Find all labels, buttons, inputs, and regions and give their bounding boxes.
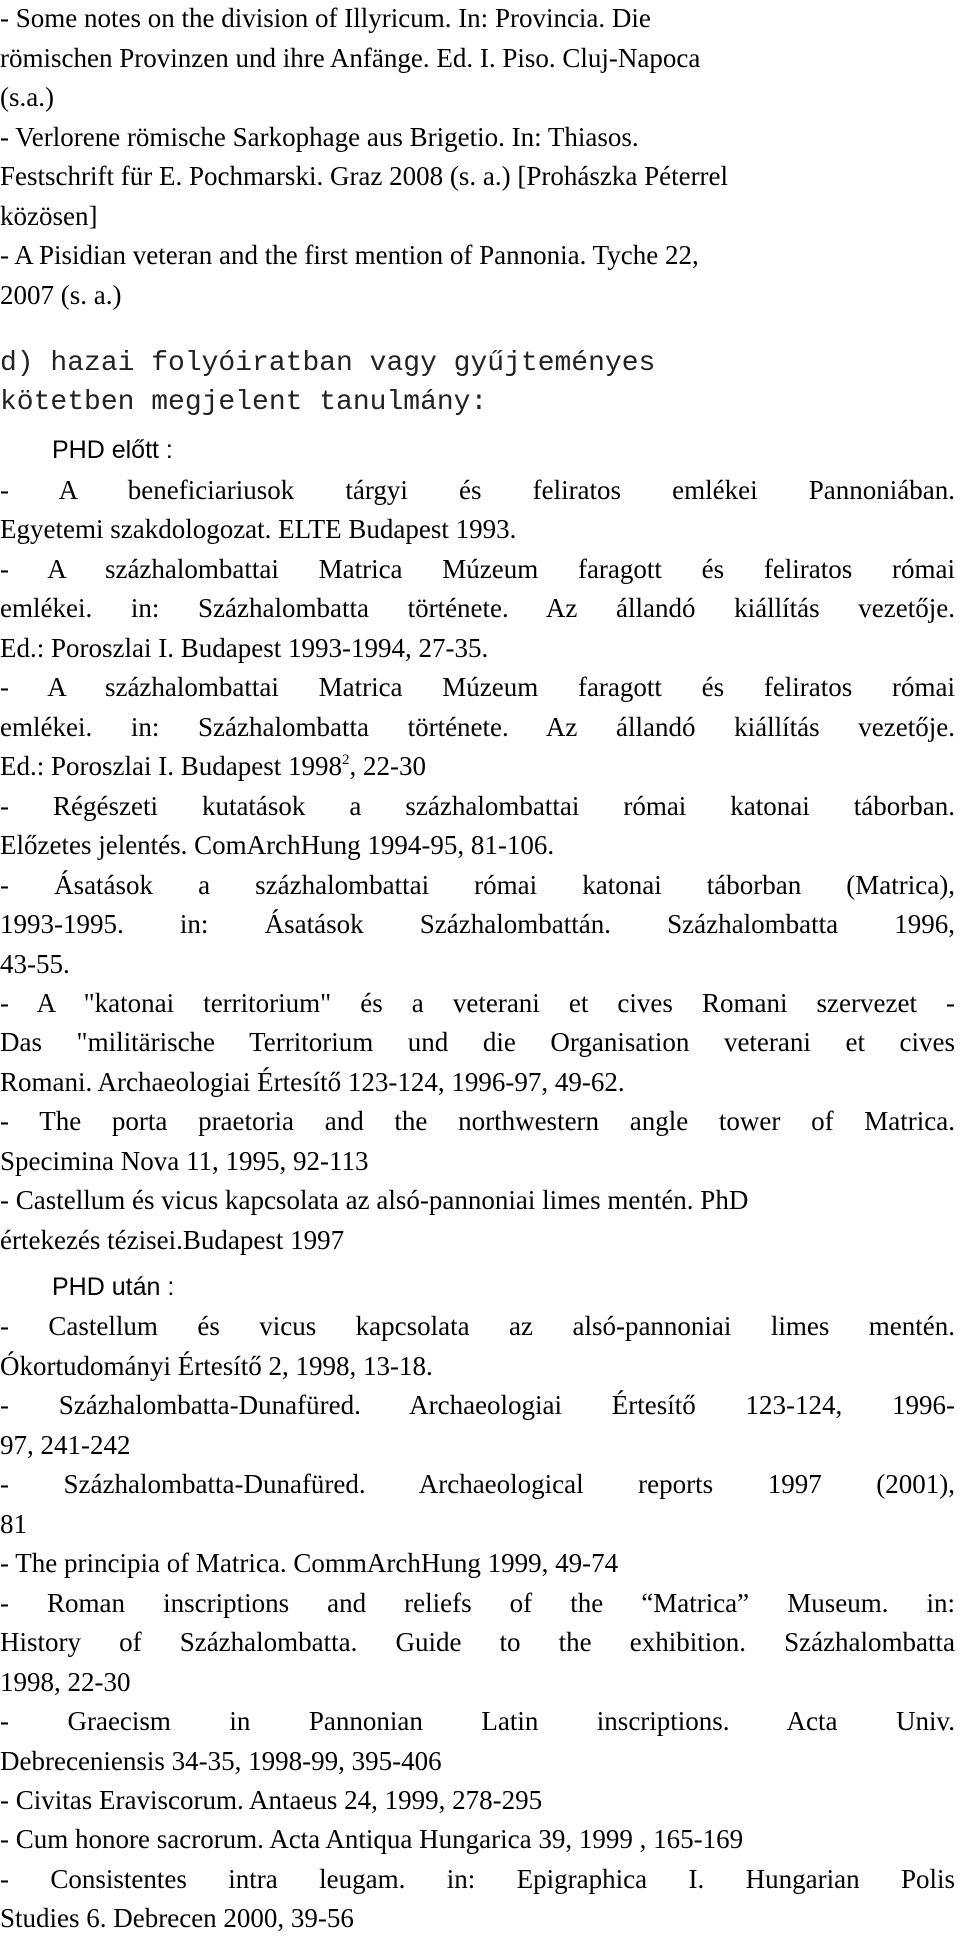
section-heading: kötetben megjelent tanulmány: xyxy=(0,387,488,418)
text-line: - Cum honore sacrorum. Acta Antiqua Hungarica 39, 1999 , 165-169 xyxy=(0,1824,744,1854)
text-line: römischen Provinzen und ihre Anfänge. Ed. I. Piso. Cluj-Napoca xyxy=(0,43,701,73)
text-line: - Castellum és vicus kapcsolata az alsó-pannoniai limes mentén. PhD xyxy=(0,1185,749,1215)
text-line-with-superscript xyxy=(0,750,955,782)
text-line: 43-55. xyxy=(0,949,70,979)
subsection-label: PHD után : xyxy=(52,1273,175,1301)
text-line: - Roman inscriptions and reliefs of the “Matrica” Museum. in: xyxy=(0,1588,955,1618)
text-line: - A százhalombattai Matrica Múzeum faragott és feliratos római xyxy=(0,672,955,702)
text-line: Debreceniensis 34-35, 1998-99, 395-406 xyxy=(0,1746,442,1776)
line-text: Ed.: Poroszlai I. Budapest 1998 xyxy=(0,751,342,781)
text-line: 1998, 22-30 xyxy=(0,1667,131,1697)
text-line: Ókortudományi Értesítő 2, 1998, 13-18. xyxy=(0,1351,433,1381)
text-line: Romani. Archaeologiai Értesítő 123-124, 1996-97, 49-62. xyxy=(0,1067,625,1097)
text-line: 1993-1995. in: Ásatások Százhalombattán. Százhalombatta 1996, xyxy=(0,909,955,939)
text-line: - Castellum és vicus kapcsolata az alsó-pannoniai limes mentén. xyxy=(0,1311,955,1341)
text-line: - Civitas Eraviscorum. Antaeus 24, 1999, 278-295 xyxy=(0,1785,543,1815)
text-line: értekezés tézisei.Budapest 1997 xyxy=(0,1225,345,1255)
text-line: emlékei. in: Százhalombatta története. Az állandó kiállítás vezetője. xyxy=(0,593,955,623)
text-line: - A beneficiariusok tárgyi és feliratos emlékei Pannoniában. xyxy=(0,475,955,505)
text-line: - Régészeti kutatások a százhalombattai római katonai táborban. xyxy=(0,791,955,821)
section-heading: d) hazai folyóiratban vagy gyűjteményes xyxy=(0,348,656,379)
text-line: - A "katonai territorium" és a veterani et cives Romani szervezet - xyxy=(0,988,955,1018)
text-line: közösen] xyxy=(0,201,98,231)
text-line: - Verlorene römische Sarkophage aus Brigetio. In: Thiasos. xyxy=(0,122,639,152)
text-line: 81 xyxy=(0,1509,27,1539)
text-line: - A Pisidian veteran and the first mention of Pannonia. Tyche 22, xyxy=(0,240,699,270)
text-line: Studies 6. Debrecen 2000, 39-56 xyxy=(0,1903,354,1933)
text-line: emlékei. in: Százhalombatta története. Az állandó kiállítás vezetője. xyxy=(0,712,955,742)
text-line: (s.a.) xyxy=(0,82,54,112)
text-line: 97, 241-242 xyxy=(0,1430,131,1460)
text-line: - Százhalombatta-Dunafüred. Archaeologiai Értesítő 123-124, 1996- xyxy=(0,1390,955,1420)
text-line: Egyetemi szakdologozat. ELTE Budapest 1993. xyxy=(0,514,517,544)
text-line: - A százhalombattai Matrica Múzeum faragott és feliratos római xyxy=(0,554,955,584)
text-line: Specimina Nova 11, 1995, 92-113 xyxy=(0,1146,369,1176)
text-line: Festschrift für E. Pochmarski. Graz 2008 (s. a.) [Prohászka Péterrel xyxy=(0,161,729,191)
text-line: - Százhalombatta-Dunafüred. Archaeological reports 1997 (2001), xyxy=(0,1469,955,1499)
text-line: - Ásatások a százhalombattai római katonai táborban (Matrica), xyxy=(0,870,955,900)
text-line: Das "militärische Territorium und die Organisation veterani et cives xyxy=(0,1027,955,1057)
text-line: - Some notes on the division of Illyricum. In: Provincia. Die xyxy=(0,3,651,33)
line-tail: , 22-30 xyxy=(349,751,426,781)
text-line: - The principia of Matrica. CommArchHung 1999, 49-74 xyxy=(0,1548,619,1578)
text-line: History of Százhalombatta. Guide to the exhibition. Százhalombatta xyxy=(0,1627,955,1657)
text-line: - Consistentes intra leugam. in: Epigraphica I. Hungarian Polis xyxy=(0,1864,955,1894)
text-line: Előzetes jelentés. ComArchHung 1994-95, 81-106. xyxy=(0,830,555,860)
subsection-label: PHD előtt : xyxy=(52,436,173,464)
text-line: Ed.: Poroszlai I. Budapest 1993-1994, 27-35. xyxy=(0,633,489,663)
text-line: - The porta praetoria and the northwestern angle tower of Matrica. xyxy=(0,1106,955,1136)
superscript: 2 xyxy=(341,752,350,768)
text-line: - Graecism in Pannonian Latin inscriptions. Acta Univ. xyxy=(0,1706,955,1736)
text-line: 2007 (s. a.) xyxy=(0,280,122,310)
